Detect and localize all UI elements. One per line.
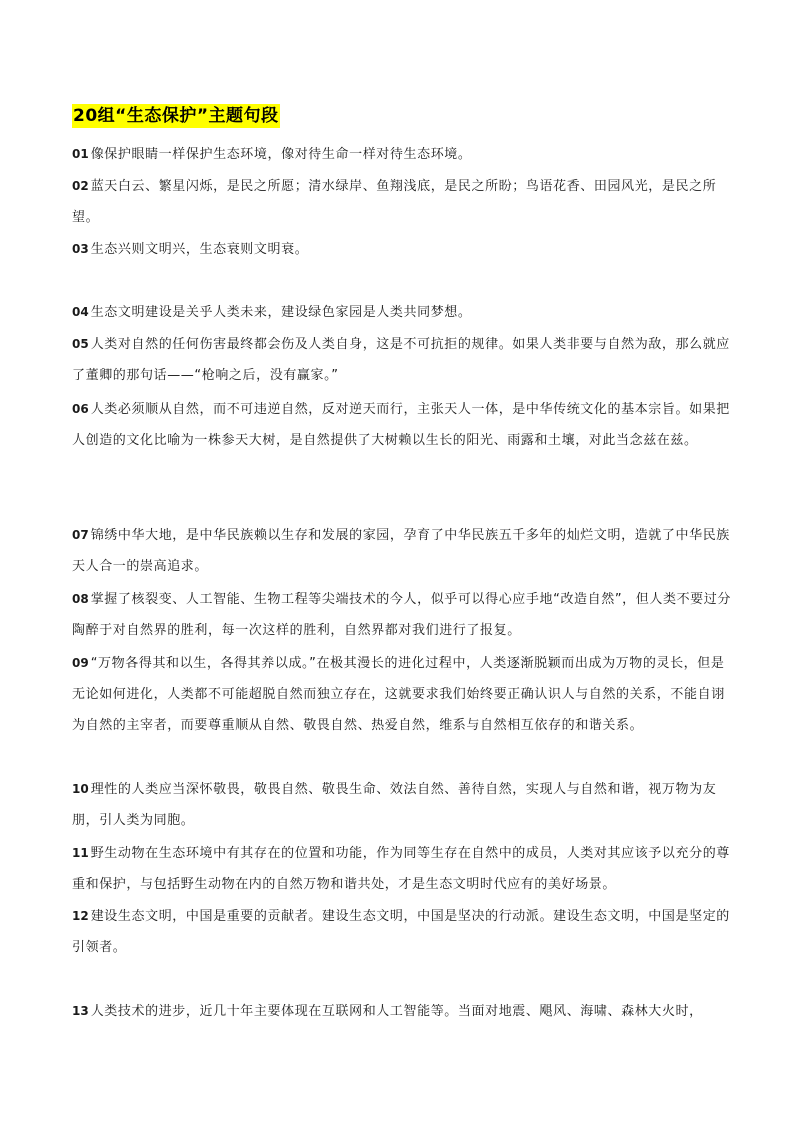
paragraph-04	[72, 297, 732, 328]
paragraph-text: 生态文明建设是关乎人类未来，建设绿色家园是人类共同梦想。	[90, 305, 472, 320]
paragraph-number: 05	[72, 337, 89, 351]
paragraph-06	[72, 394, 732, 456]
paragraph-text: 生态兴则文明兴，生态衰则文明衰。	[90, 242, 309, 257]
paragraph-13	[72, 996, 732, 1027]
title-wrap	[72, 104, 280, 128]
paragraph-number: 10	[72, 782, 89, 796]
paragraph-02	[72, 171, 732, 233]
paragraph-07	[72, 520, 732, 582]
paragraph-text: 人类对自然的任何伤害最终都会伤及人类自身，这是不可抗拒的规律。如果人类非要与自然为敌，那么就应了董卿的那句话——“枪响之后，没有赢家。”	[72, 337, 730, 383]
paragraph-number: 11	[72, 846, 89, 860]
paragraph-number: 01	[72, 147, 89, 161]
paragraph-11	[72, 838, 732, 900]
paragraph-text: 野生动物在生态环境中有其存在的位置和功能，作为同等生存在自然中的成员，人类对其应该予以充分的尊重和保护，与包括野生动物在内的自然万物和谐共处，才是生态文明时代应有的美好场景。	[72, 846, 730, 892]
paragraph-10	[72, 774, 732, 836]
paragraph-text: “万物各得其和以生，各得其养以成。”在极其漫长的进化过程中，人类逐渐脱颖而出成为万物的灵长，但是无论如何进化，人类都不可能超脱自然而独立存在，这就要求我们始终要正确认识人与自然的关系，不能自诩为自然的主宰者，而要尊重顺从自然、敬畏自然、热爱自然，维系与自然相互依存的和谐关系。	[72, 656, 725, 733]
paragraph-text: 掌握了核裂变、人工智能、生物工程等尖端技术的今人，似乎可以得心应手地“改造自然”，但人类不要过分陶醉于对自然界的胜利，每一次这样的胜利，自然界都对我们进行了报复。	[72, 592, 731, 638]
paragraph-number: 02	[72, 179, 89, 193]
paragraph-text: 建设生态文明，中国是重要的贡献者。建设生态文明，中国是坚决的行动派。建设生态文明，中国是坚定的引领者。	[72, 909, 730, 955]
paragraph-number: 03	[72, 242, 89, 256]
paragraph-number: 08	[72, 592, 89, 606]
paragraph-number: 04	[72, 305, 89, 319]
paragraph-text: 理性的人类应当深怀敬畏，敬畏自然、敬畏生命、效法自然、善待自然，实现人与自然和谐，视万物为友朋，引人类为同胞。	[72, 782, 717, 828]
paragraph-text: 人类技术的进步，近几十年主要体现在互联网和人工智能等。当面对地震、飓风、海啸、森林大火时，	[90, 1004, 703, 1019]
paragraph-01	[72, 139, 732, 170]
paragraph-09	[72, 648, 732, 741]
paragraph-number: 07	[72, 528, 89, 542]
paragraph-text: 锦绣中华大地，是中华民族赖以生存和发展的家园，孕育了中华民族五千多年的灿烂文明，造就了中华民族天人合一的崇高追求。	[72, 528, 730, 574]
paragraph-05	[72, 329, 732, 391]
paragraph-number: 09	[72, 656, 89, 670]
paragraph-12	[72, 901, 732, 963]
paragraph-text: 蓝天白云、繁星闪烁，是民之所愿；清水绿岸、鱼翔浅底，是民之所盼；鸟语花香、田园风光，是民之所望。	[72, 179, 717, 225]
paragraph-number: 06	[72, 402, 89, 416]
paragraph-08	[72, 584, 732, 646]
paragraph-number: 13	[72, 1004, 89, 1018]
paragraph-03	[72, 234, 732, 265]
paragraph-number: 12	[72, 909, 89, 923]
paragraph-text: 人类必须顺从自然，而不可违逆自然，反对逆天而行，主张天人一体，是中华传统文化的基本宗旨。如果把人创造的文化比喻为一株参天大树，是自然提供了大树赖以生长的阳光、雨露和土壤，对此当念兹在兹。	[72, 402, 730, 448]
paragraph-text: 像保护眼睛一样保护生态环境，像对待生命一样对待生态环境。	[90, 147, 472, 162]
document-title: 20组“生态保护”主题句段	[73, 106, 279, 126]
